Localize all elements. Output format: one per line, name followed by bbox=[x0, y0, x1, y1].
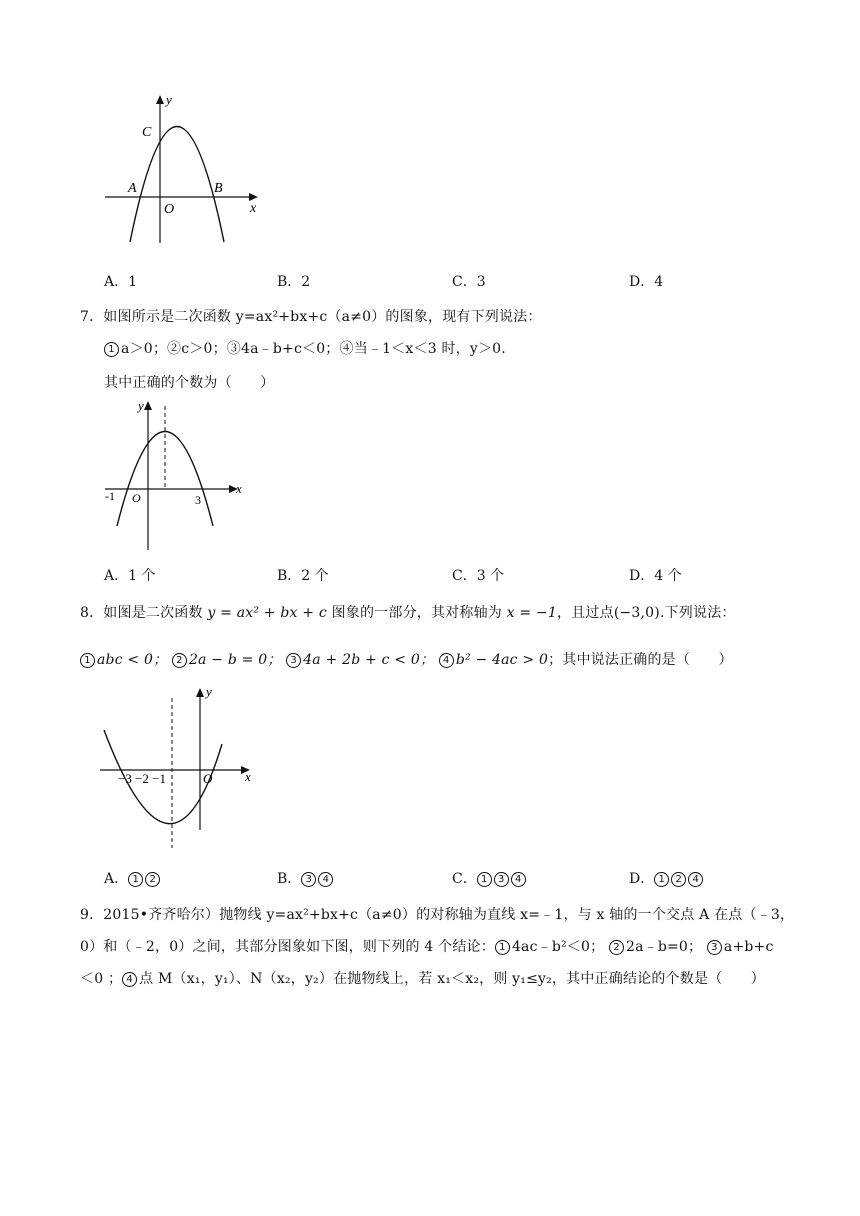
q9-stem-line2 bbox=[80, 936, 774, 956]
q8-statement: 2a − b = 0； bbox=[188, 652, 282, 668]
circled-number: 3 bbox=[707, 940, 722, 955]
x-label: x bbox=[245, 769, 251, 784]
x-label: x bbox=[250, 201, 257, 216]
q8-statement: 4a + 2b + c < 0； bbox=[303, 652, 435, 668]
x-axis-arrow bbox=[249, 193, 258, 201]
q7-option-a[interactable]: A．1 个 bbox=[104, 568, 156, 584]
q8-point: (−3,0) bbox=[613, 605, 660, 621]
q7-statement-text: a＞0；②c＞0；③4a﹣b+c＜0；④当﹣1＜x＜3 时，y＞0. bbox=[121, 341, 506, 357]
circled-number: 1 bbox=[495, 940, 510, 955]
q9-stem-line3 bbox=[80, 968, 765, 988]
circled-number: 3 bbox=[301, 872, 316, 887]
option-letter: B． bbox=[277, 871, 302, 887]
circled-number: 2 bbox=[609, 940, 624, 955]
origin-label: O bbox=[164, 202, 175, 217]
circled-number: 4 bbox=[439, 653, 454, 668]
q9-statement: 点 M（x₁，y₁）、N（x₂，y₂）在抛物线上，若 x₁＜x₂，则 y₁≤y₂，其中正确结论的个数是（ ） bbox=[139, 971, 765, 987]
circled-number: 1 bbox=[128, 872, 143, 887]
circled-number: 3 bbox=[494, 872, 509, 887]
y-axis-arrow bbox=[156, 95, 164, 104]
q7-stem: 7．如图所示是二次函数 y=ax²+bx+c（a≠0）的图象，现有下列说法： bbox=[80, 309, 542, 325]
origin-label: O bbox=[132, 491, 141, 505]
circled-number: 1 bbox=[654, 872, 669, 887]
circled-number: 2 bbox=[172, 653, 187, 668]
q9-statement: 4ac﹣b²＜0； bbox=[511, 939, 605, 955]
q9-stem-part: ＜0 ； bbox=[80, 971, 123, 987]
q9-stem-line1: 9．2015•齐齐哈尔）抛物线 y=ax²+bx+c（a≠0）的对称轴为直线 x=﹣1，与 x 轴的一个交点 A 在点（﹣3， bbox=[80, 907, 795, 923]
origin-label: O bbox=[203, 771, 213, 786]
x-label: x bbox=[236, 481, 242, 496]
q8-statement: abc < 0； bbox=[97, 652, 168, 668]
q8-stem-part: .下列说法： bbox=[659, 605, 736, 621]
q7-option-c[interactable]: C．3 个 bbox=[452, 568, 505, 584]
circled-number: 4 bbox=[318, 872, 333, 887]
circled-number: 4 bbox=[511, 872, 526, 887]
q7-statements bbox=[104, 338, 506, 358]
q7-option-b[interactable]: B．2 个 bbox=[277, 568, 329, 584]
q8-axis-formula: x = −1 bbox=[506, 605, 557, 621]
circled-number: 1 bbox=[104, 342, 119, 357]
q6-option-d[interactable]: D．4 bbox=[629, 274, 664, 290]
q9-statement: 2a﹣b=0； bbox=[625, 939, 703, 955]
q8-parabola-figure bbox=[96, 680, 266, 852]
point-b-label: B bbox=[214, 181, 223, 196]
option-letter: D． bbox=[629, 871, 655, 887]
circled-number: 4 bbox=[688, 872, 703, 887]
y-label: y bbox=[206, 684, 212, 699]
q6-parabola-figure bbox=[100, 88, 270, 248]
q8-option-b[interactable] bbox=[277, 868, 335, 888]
circled-number: 1 bbox=[80, 653, 95, 668]
q8-statements bbox=[80, 649, 733, 669]
q6-option-b[interactable]: B．2 bbox=[277, 274, 311, 290]
q8-option-a[interactable] bbox=[104, 868, 162, 888]
q6-option-c[interactable]: C．3 bbox=[452, 274, 486, 290]
q8-function-formula: y = ax² + bx + c bbox=[207, 605, 327, 621]
q8-stem-part: 8．如图是二次函数 bbox=[80, 605, 208, 621]
y-axis-arrow bbox=[196, 688, 204, 697]
circled-number: 2 bbox=[671, 872, 686, 887]
circled-number: 3 bbox=[286, 653, 301, 668]
parabola-curve bbox=[130, 127, 224, 243]
y-axis-arrow bbox=[144, 401, 152, 410]
q8-stem-part: ，且过点 bbox=[557, 605, 614, 621]
tick-neg1-label: -1 bbox=[105, 489, 115, 503]
q8-stem bbox=[80, 602, 736, 622]
point-a-label: A bbox=[128, 181, 137, 196]
q8-option-c[interactable] bbox=[452, 868, 528, 888]
y-label: y bbox=[166, 92, 172, 107]
circled-number: 1 bbox=[477, 872, 492, 887]
tick-labels: −3 −2 −1 bbox=[118, 771, 166, 786]
circled-number: 2 bbox=[145, 872, 160, 887]
q8-question: ；其中说法正确的是（ ） bbox=[548, 652, 733, 668]
tick-3-label: 3 bbox=[195, 493, 201, 507]
q7-option-d[interactable]: D．4 个 bbox=[629, 568, 682, 584]
q8-stem-part: 图象的一部分，其对称轴为 bbox=[326, 605, 507, 621]
q8-statement: b² − 4ac > 0 bbox=[455, 652, 549, 668]
q9-stem-part: 0）和（﹣2，0）之间，其部分图象如下图，则下列的 4 个结论： bbox=[80, 939, 495, 955]
circled-number: 4 bbox=[122, 972, 137, 987]
q7-question: 其中正确的个数为（ ） bbox=[104, 375, 275, 391]
y-label: y bbox=[138, 398, 144, 413]
q7-parabola-figure bbox=[100, 396, 250, 556]
q8-option-d[interactable] bbox=[629, 868, 705, 888]
q9-statement: a+b+c bbox=[723, 939, 774, 955]
q6-option-a[interactable]: A．1 bbox=[104, 274, 138, 290]
point-c-label: C bbox=[142, 125, 152, 140]
option-letter: A． bbox=[104, 871, 129, 887]
option-letter: C． bbox=[452, 871, 477, 887]
